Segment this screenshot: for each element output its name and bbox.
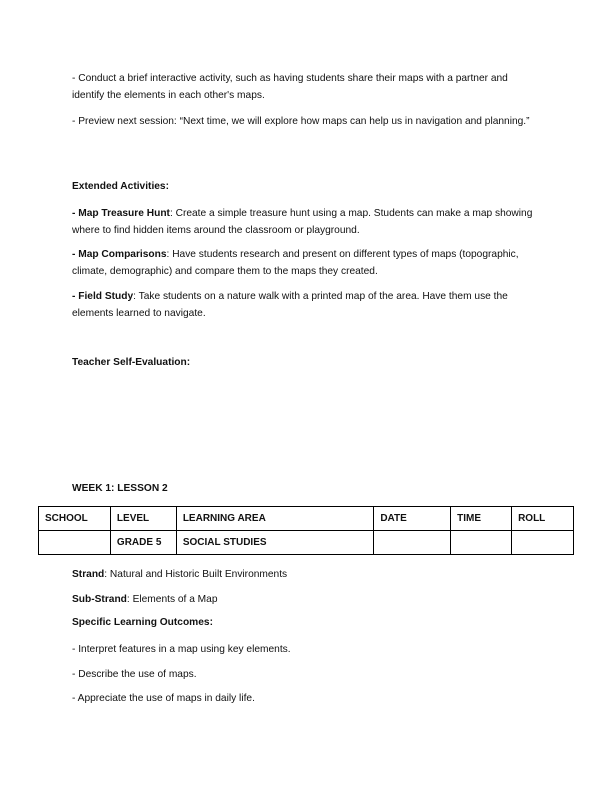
- extended-item-treasure-hunt: [72, 205, 542, 239]
- table-header-row: [39, 507, 574, 531]
- table-row: [39, 531, 574, 555]
- extended-item-title: - Field Study: [72, 291, 134, 302]
- extended-item-text: : Create a simple treasure hunt using a map. Students can make a map showing where to find hidden items around the classroom or playground.: [72, 208, 533, 236]
- header-date: DATE: [374, 507, 451, 531]
- cell-level: GRADE 5: [110, 531, 176, 555]
- substrand-line: [72, 591, 542, 608]
- substrand-label: Sub-Strand: [72, 594, 127, 605]
- outcomes-heading: Specific Learning Outcomes:: [72, 617, 213, 628]
- extended-item-field-study: [72, 288, 542, 322]
- closing-activity: - Conduct a brief interactive activity, such as having students share their maps with a partner and identify the elements in each other's maps.: [72, 73, 508, 101]
- strand-value: : Natural and Historic Built Environments: [104, 569, 288, 580]
- extended-item-title: - Map Comparisons: [72, 249, 167, 260]
- closing-preview: - Preview next session: “Next time, we will explore how maps can help us in navigation and planning.”: [72, 116, 530, 127]
- header-roll: ROLL: [512, 507, 574, 531]
- cell-roll: [512, 531, 574, 555]
- extended-item-map-comparisons: [72, 246, 542, 280]
- cell-school: [39, 531, 111, 555]
- extended-item-text: : Take students on a nature walk with a printed map of the area. Have them use the elements learned to navigate.: [72, 291, 508, 319]
- cell-time: [451, 531, 512, 555]
- cell-learning-area: SOCIAL STUDIES: [176, 531, 374, 555]
- teacher-self-evaluation-heading: Teacher Self-Evaluation:: [72, 357, 191, 368]
- list-item: - Describe the use of maps.: [72, 669, 197, 680]
- strand-line: [72, 566, 542, 583]
- cell-date: [374, 531, 451, 555]
- lesson-info-table: [38, 506, 574, 555]
- header-learning-area: LEARNING AREA: [176, 507, 374, 531]
- header-time: TIME: [451, 507, 512, 531]
- list-item: - Interpret features in a map using key elements.: [72, 644, 291, 655]
- lesson-heading: WEEK 1: LESSON 2: [72, 483, 168, 494]
- list-item: - Appreciate the use of maps in daily life.: [72, 693, 255, 704]
- header-school: SCHOOL: [39, 507, 111, 531]
- extended-item-title: - Map Treasure Hunt: [72, 208, 170, 219]
- strand-label: Strand: [72, 569, 105, 580]
- header-level: LEVEL: [110, 507, 176, 531]
- substrand-value: : Elements of a Map: [126, 594, 218, 605]
- extended-activities-heading: Extended Activities:: [72, 181, 169, 192]
- extended-item-text: : Have students research and present on different types of maps (topographic, climate, demographic) and compare them to the maps they created.: [72, 249, 519, 277]
